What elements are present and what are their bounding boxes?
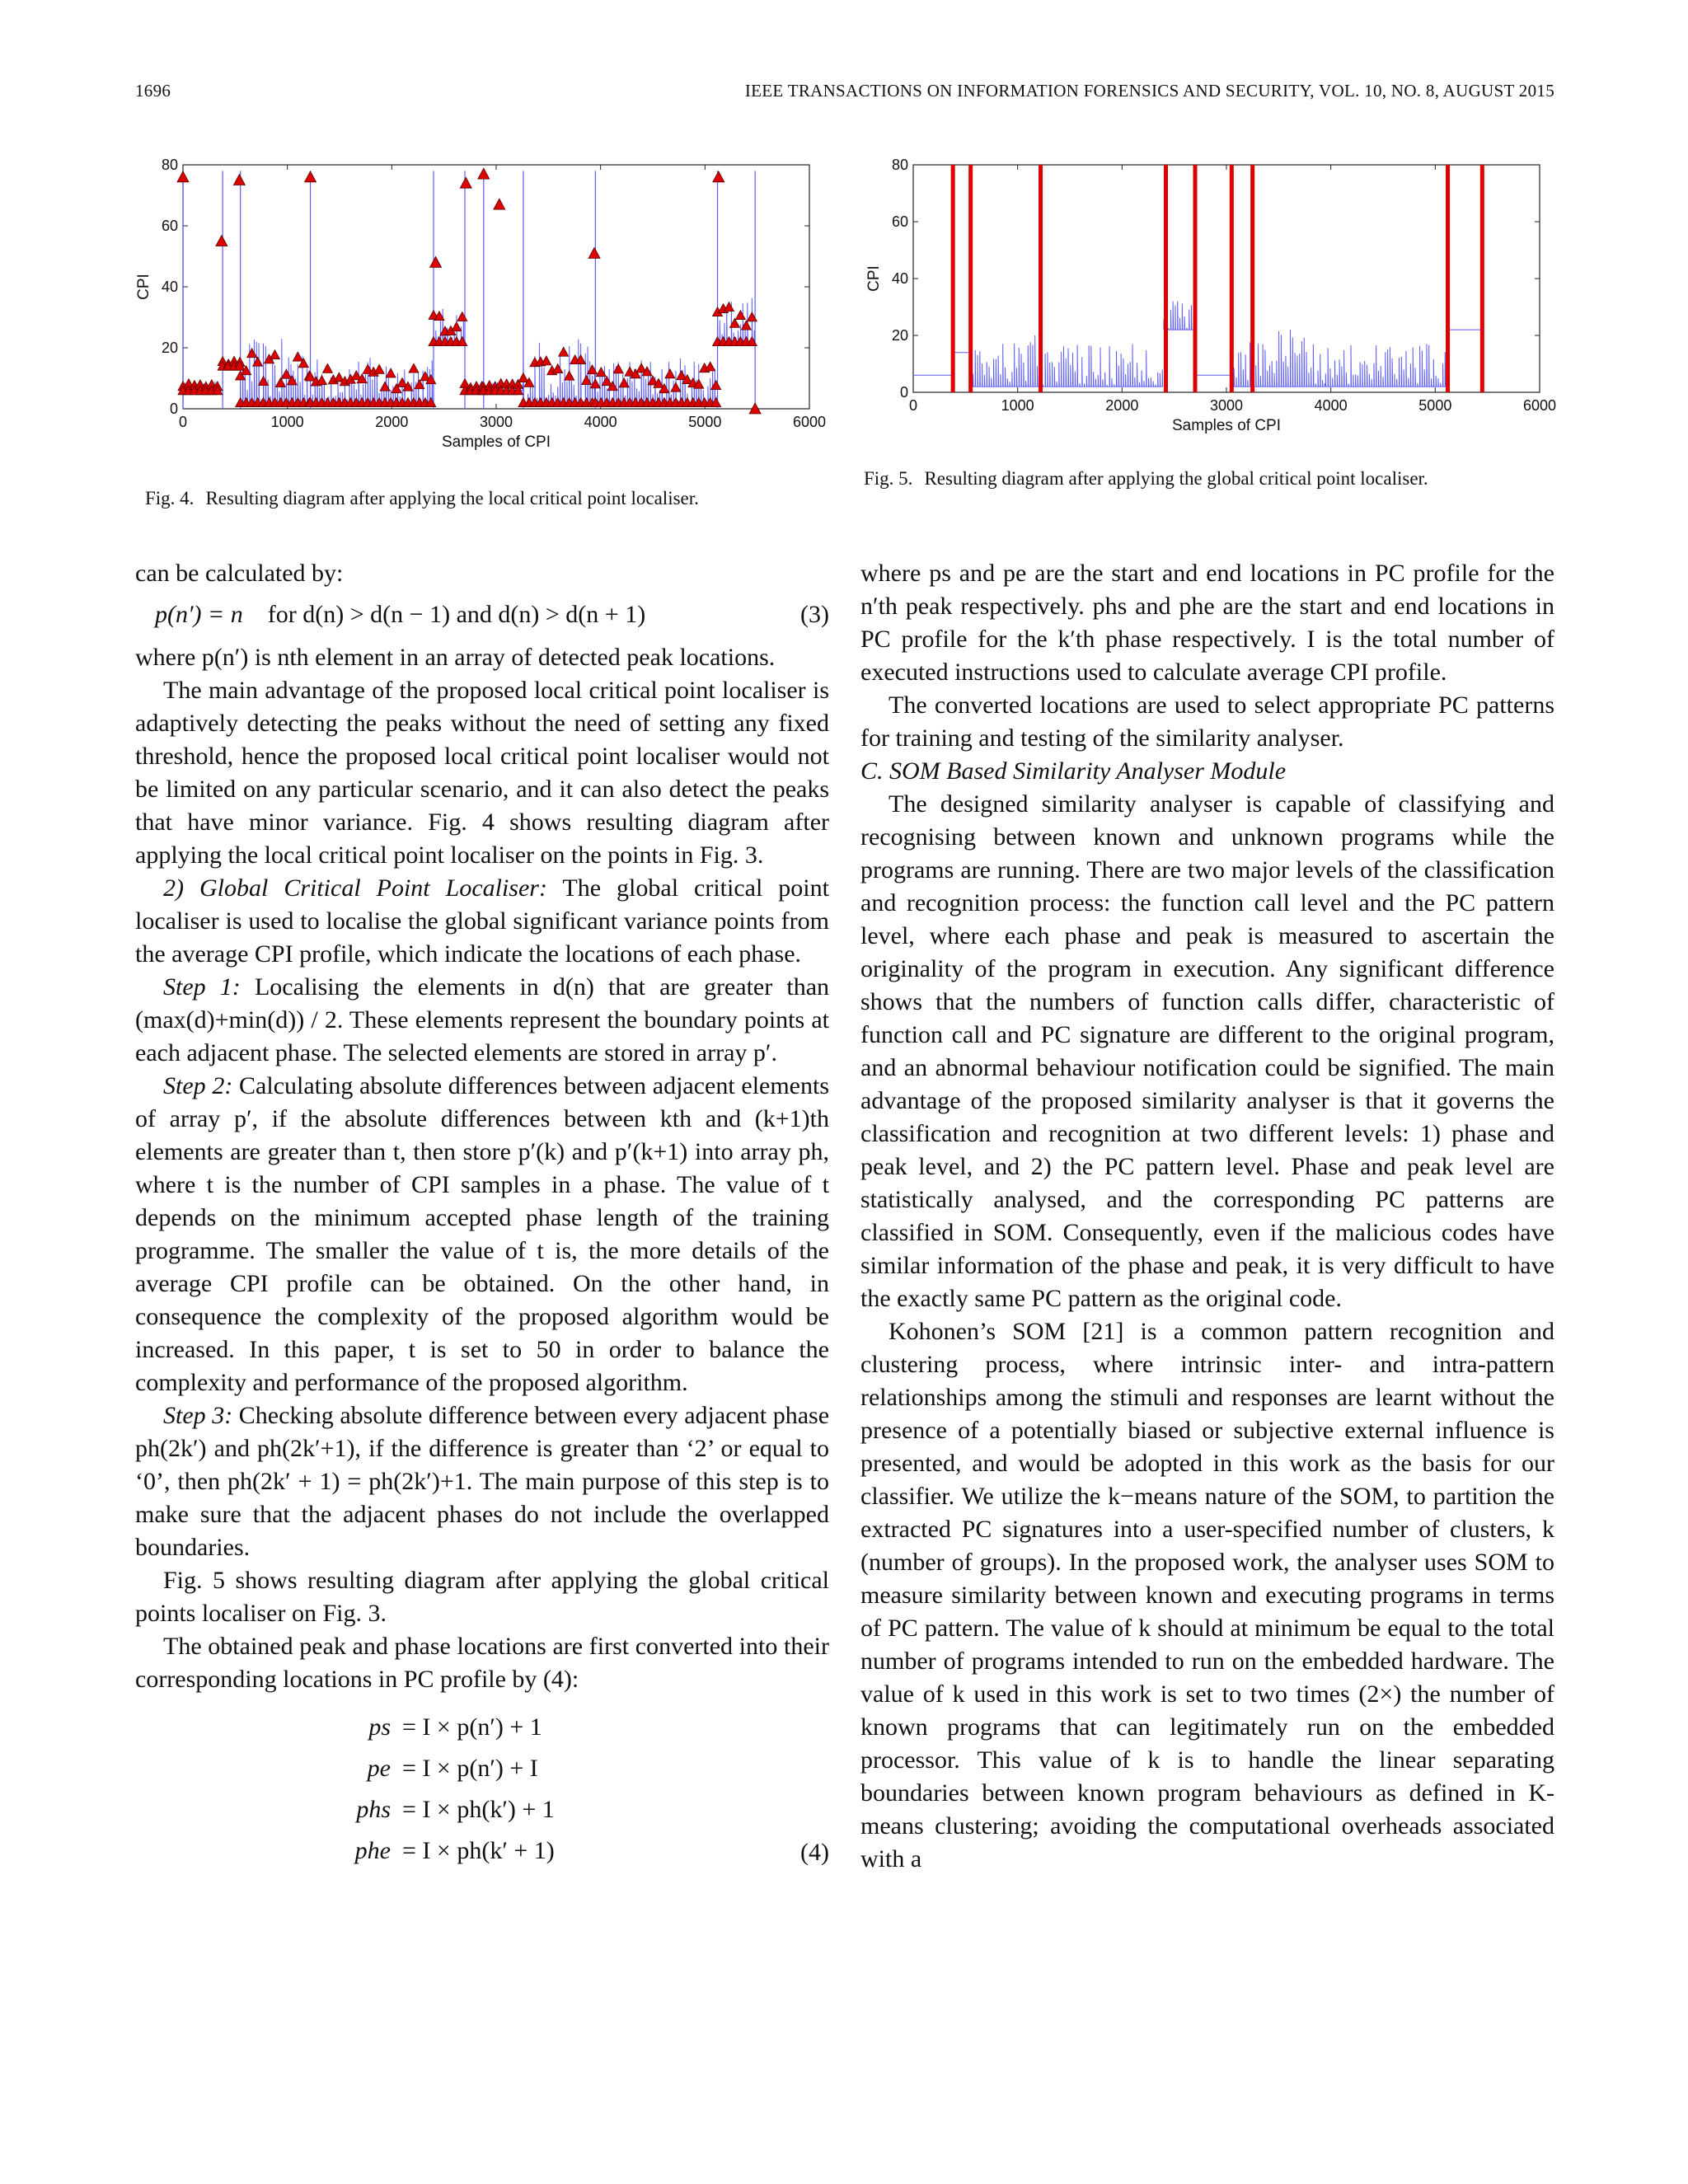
right-column — [860, 557, 1554, 1876]
som-paragraph-2: Kohonen’s SOM [21] is a common pattern recognition and clustering process, where intrinsic inter- and intra-pattern relationships among the stimuli and responses are learnt without the presence of a potentially biased or subjective external influence is presented, and would be adopted in this work as the basis for our classifier. We utilize the k−means nature of the SOM, to partition the extracted PC signatures into a user-specified number of clusters, k (number of groups). In the proposed work, the analyser uses SOM to measure similarity between known and executing programs in terms of PC pattern. The value of k should at minimum be equal to the total number of programs intended to run on the embedded hardware. The value of k used in this work is set to two times (2×) the number of known programs that can legitimately run on the embedded processor. This value of k is to handle the linear separating boundaries between known program behaviours as defined in K-means clustering; avoiding the computational overheads associated with a — [860, 1318, 1554, 1872]
peak-marker — [275, 377, 285, 387]
eq4-rhs: = I × ph(k′ + 1) — [402, 1837, 555, 1864]
running-header — [135, 81, 1554, 114]
y-axis-label: CPI — [135, 274, 152, 300]
step2-text: Calculating absolute differences between adjacent elements of array p′, if the absolute differences between kth and (k+1)th elements are greater than t, then store p′(k) and p′(k+1) into array ph, where t is the number of CPI samples in a phase. The value of t depends on the minimum accepted phase length of the training programme. The smaller the value of t is, the more details of the average CPI profile can be obtained. On the other hand, in consequence the complexity of the proposed algorithm would be increased. In this paper, t is set to 50 in order to balance the complexity and performance of the proposed algorithm. — [135, 1072, 830, 1396]
figure-5 — [849, 157, 1558, 445]
eq4-lhs: pe — [367, 1755, 391, 1782]
y-tick-label: 20 — [891, 327, 908, 344]
peak-marker — [553, 364, 563, 373]
equation-3 — [135, 598, 829, 631]
som-paragraph-1: The designed similarity analyser is capable of classifying and recognising between known and unknown programs while the programs are running. There are two major levels of the classification and recognition process: the function call level and the PC pattern level, where each phase and peak is measured to ascertain the originality of the program in execution. Any significant difference shows that the numbers of function calls differ, characteristic of function call and PC signature are different to the original program, and an abnormal behaviour notification could be signified. The main advantage of the proposed similarity analyser is that it governs the classification and recognition at two different levels: 1) phase and peak level, and 2) the PC pattern level. Phase and peak level are statistically analysed, and the corresponding PC patterns are classified in SOM. Consequently, even if the malicious codes have similar information of the phase and peak, it is very difficult to have the exactly same PC pattern as the original code. — [860, 790, 1554, 1312]
peak-marker — [233, 175, 245, 185]
y-tick-label: 80 — [161, 157, 178, 173]
peak-marker — [374, 364, 384, 373]
figure-4-label: Fig. 4. — [145, 488, 195, 509]
page-number: 1696 — [135, 81, 171, 101]
peak-marker — [713, 171, 724, 182]
x-tick-label: 5000 — [1418, 397, 1452, 414]
peak-marker — [588, 247, 600, 258]
x-tick-label: 4000 — [584, 414, 617, 430]
eq4-rhs: = I × p(n′) + I — [402, 1755, 538, 1782]
step1-title: Step 1: — [163, 973, 241, 1001]
peak-marker — [494, 199, 505, 209]
eq4-lhs: ps — [368, 1713, 391, 1741]
figure-5-caption — [864, 466, 1556, 491]
peak-marker — [281, 369, 291, 378]
global-localiser-paragraph — [135, 872, 829, 971]
peak-marker — [247, 349, 257, 358]
peak-marker — [316, 376, 326, 385]
x-tick-label: 6000 — [792, 414, 827, 430]
peak-marker — [478, 168, 490, 179]
global-localiser-title: 2) Global Critical Point Localiser: — [163, 874, 547, 902]
peak-marker — [322, 363, 332, 373]
y-tick-label: 80 — [891, 157, 908, 173]
x-axis-label: Samples of CPI — [442, 434, 551, 451]
step3-paragraph — [135, 1399, 829, 1564]
peak-marker — [430, 256, 442, 267]
x-tick-label: 1000 — [270, 414, 304, 430]
peak-marker — [177, 171, 189, 182]
conversion-intro: The obtained peak and phase locations are first converted into their corresponding locations in PC profile by (4): — [135, 1633, 829, 1693]
y-tick-label: 0 — [899, 384, 908, 401]
plot-frame — [183, 165, 809, 409]
peak-marker — [386, 368, 396, 377]
where-peak-text: where p(n′) is nth element in an array of detected peak locations. — [135, 644, 776, 671]
peak-marker — [460, 177, 471, 188]
x-tick-label: 0 — [178, 414, 188, 430]
y-tick-label: 40 — [161, 279, 178, 295]
y-tick-label: 60 — [161, 218, 178, 234]
x-tick-label: 6000 — [1522, 397, 1557, 414]
equation-4 — [135, 1711, 829, 1876]
eq3-number: (3) — [800, 601, 829, 628]
peak-marker — [305, 171, 316, 182]
step2-title: Step 2: — [163, 1072, 233, 1099]
step1-text: Localising the elements in d(n) that are greater than (max(d)+min(d)) / 2. These elements represent the boundary points at each adjacent phase. The selected elements are stored in array p′. — [135, 973, 830, 1066]
x-tick-label: 3000 — [479, 414, 513, 430]
fig5-paragraph: Fig. 5 shows resulting diagram after applying the global critical points localiser on Fig. 3. — [135, 1567, 829, 1627]
peak-marker — [259, 377, 269, 386]
peak-marker — [457, 312, 467, 321]
x-tick-label: 3000 — [1209, 397, 1244, 414]
peak-marker — [559, 347, 569, 356]
peak-marker — [724, 302, 734, 312]
figure-5-caption-text: Resulting diagram after applying the global critical point localiser. — [924, 468, 1428, 489]
eq4-lhs: phe — [354, 1837, 391, 1864]
eq4-row — [135, 1711, 829, 1752]
x-tick-label: 2000 — [375, 414, 409, 430]
x-tick-label: 1000 — [1001, 397, 1034, 414]
step1-paragraph — [135, 971, 829, 1070]
step2-paragraph — [135, 1070, 829, 1399]
figure-4 — [132, 157, 841, 462]
left-column — [135, 557, 829, 1884]
peak-marker — [518, 373, 528, 382]
global-localiser-text: The global critical point localiser is used to localise the global significant variance points from the average CPI profile, which indicate the locations of each phase. — [135, 874, 829, 968]
section-c-heading: C. SOM Based Similarity Analyser Module — [860, 757, 1287, 785]
eq4-number: (4) — [800, 1839, 829, 1866]
journal-title: IEEE TRANSACTIONS ON INFORMATION FORENSICS AND SECURITY, VOL. 10, NO. 8, AUGUST 2015 — [744, 81, 1554, 101]
eq4-row — [135, 1793, 829, 1835]
fig5-chart — [849, 157, 1558, 445]
y-tick-label: 60 — [891, 213, 908, 230]
peak-marker — [270, 350, 279, 359]
step3-text: Checking absolute difference between every adjacent phase ph(2k′) and ph(2k′+1), if the difference is greater than ‘2’ or equal to ‘0’, then ph(2k′ + 1) = ph(2k′)+1. The main purpose of this step is to make sure that the adjacent phases do not include the overlapped boundaries. — [135, 1402, 830, 1561]
peak-marker — [706, 362, 715, 371]
y-tick-label: 20 — [161, 340, 178, 356]
peak-marker — [293, 352, 302, 361]
eq3-lhs: p(n′) = n — [155, 601, 243, 628]
eq4-lhs: phs — [356, 1796, 391, 1823]
peak-marker — [671, 382, 681, 391]
figure-4-caption — [145, 486, 837, 511]
x-tick-label: 0 — [908, 397, 918, 414]
y-tick-label: 40 — [891, 270, 908, 287]
eq3-intro: can be calculated by: — [135, 560, 344, 587]
peak-marker — [216, 236, 227, 246]
y-axis-label: CPI — [865, 265, 883, 292]
where-ps-text: where ps and pe are the start and end locations in PC profile for the n′th peak respectively. phs and phe are the start and end locations in PC profile for the k′th phase respectively. I is the total number of executed instructions used to calculate average CPI profile. — [860, 560, 1554, 686]
x-tick-label: 2000 — [1105, 397, 1139, 414]
y-tick-label: 0 — [169, 401, 178, 417]
eq4-rhs: = I × p(n′) + 1 — [402, 1713, 542, 1741]
peak-marker — [409, 363, 419, 373]
x-tick-label: 5000 — [688, 414, 722, 430]
peak-marker — [665, 369, 675, 378]
x-tick-label: 4000 — [1314, 397, 1348, 414]
eq4-rhs: = I × ph(k′) + 1 — [402, 1796, 555, 1823]
eq3-condition: for d(n) > d(n − 1) and d(n) > d(n + 1) — [267, 601, 646, 628]
x-axis-label: Samples of CPI — [1172, 417, 1281, 434]
figure-4-caption-text: Resulting diagram after applying the local critical point localiser. — [205, 488, 699, 509]
figure-5-label: Fig. 5. — [864, 468, 913, 489]
peak-marker — [565, 371, 574, 380]
peak-marker — [602, 377, 612, 386]
cpi-signal-line — [913, 301, 1482, 387]
peak-marker — [452, 322, 462, 331]
eq4-row — [135, 1752, 829, 1793]
local-advantage-paragraph: The main advantage of the proposed local critical point localiser is adaptively detecting the peaks without the need of setting any fixed threshold, hence the proposed local critical point localiser would not be limited on any particular scenario, and it can also detect the peaks that have minor variance. Fig. 4 shows resulting diagram after applying the local critical point localiser on the points in Fig. 3. — [135, 677, 829, 869]
eq4-row — [135, 1835, 829, 1876]
step3-title: Step 3: — [163, 1402, 233, 1429]
peak-marker — [613, 364, 623, 373]
converted-locations-paragraph: The converted locations are used to select appropriate PC patterns for training and testing of the similarity analyser. — [860, 691, 1554, 752]
plot-frame — [913, 165, 1540, 392]
peak-marker — [735, 311, 745, 320]
fig4-chart — [132, 157, 841, 462]
